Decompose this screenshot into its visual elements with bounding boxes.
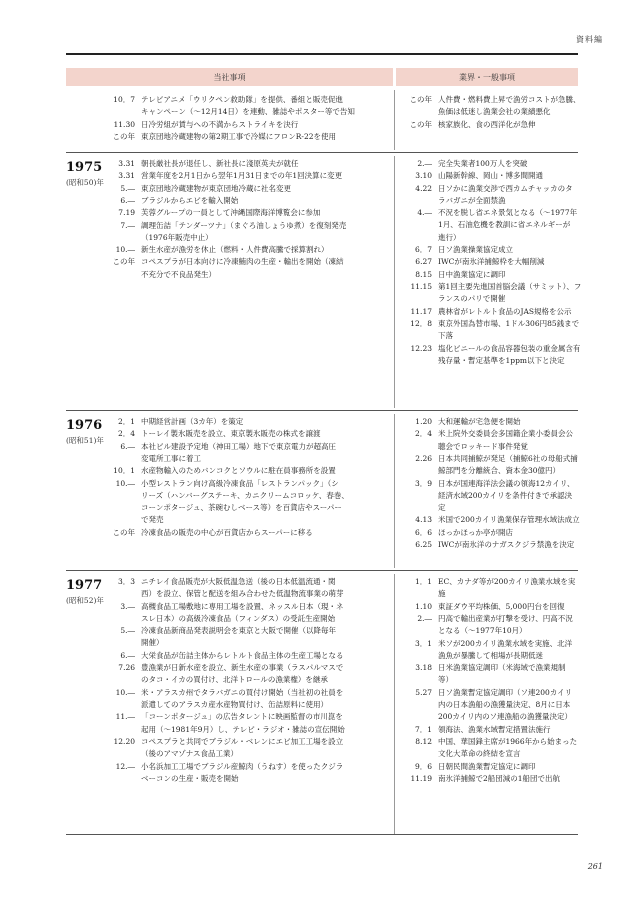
entry-line: 農林省がレトルト食品のJAS規格を公示 <box>438 306 572 316</box>
entry-date: 2．4 <box>117 429 135 439</box>
entry-line: 完全失業者100万人を突破 <box>438 159 528 168</box>
entry-line: コペスプラと共同でブラジル・ベレンにエビ加工工場を設立 <box>141 736 344 746</box>
entry-date: 11.15 <box>410 282 432 291</box>
header-rule <box>66 53 578 55</box>
entry-line: 朝長厳社長が退任し、新社長に淺原英夫が就任 <box>141 159 299 168</box>
entry-line: 米ソが200カイリ漁業水域を実施、北洋 <box>438 638 573 648</box>
entry-line: 変電所工事に着工 <box>141 453 201 463</box>
entry-date: 6.27 <box>415 257 432 267</box>
entry-date: この年 <box>112 131 135 141</box>
entry-date: 3.― <box>120 601 135 611</box>
entry-line: 東京団地冷蔵建物の第2期工事で冷媒にフロンR-22を使用 <box>141 131 336 141</box>
entry-date: 12.23 <box>410 343 432 353</box>
entry-date: 4.22 <box>415 183 432 193</box>
entry-text <box>438 478 578 515</box>
entry-date: 4.― <box>417 208 432 218</box>
entry-date: 10.― <box>115 478 135 488</box>
year-label: 1975 <box>66 160 103 175</box>
entry-date: 1.10 <box>415 601 432 611</box>
entry-line: 日中漁業協定に調印 <box>438 269 506 279</box>
entry-line: 聴会でロッキード事件発覚 <box>438 441 528 451</box>
entry-line: 文化大革命の終結を宣言 <box>438 749 521 759</box>
entry-line: 水産物輸入のためバンコクとソウルに駐在員事務所を設置 <box>141 466 336 476</box>
industry-event-entry <box>66 94 581 119</box>
entry-line: 日ソかに漁業交渉で西カムチャッカのタ <box>438 183 573 193</box>
entry-line: 日米漁業協定調印（米海域で漁業規制 <box>438 663 566 673</box>
entry-text <box>438 527 578 539</box>
entry-date: 3.31 <box>118 171 135 181</box>
industry-event-entry <box>66 613 578 638</box>
entry-date: 11.19 <box>410 773 432 783</box>
entry-date: 2.― <box>417 159 432 168</box>
entry-line: 日ソ漁業暫定協定調印（ソ連200カイリ <box>438 687 573 697</box>
entry-date: この年 <box>409 95 432 104</box>
entry-line: IWCが南氷洋捕鯨枠を大幅削減 <box>438 257 545 267</box>
industry-event-entry <box>66 478 578 515</box>
entry-text <box>438 207 578 244</box>
industry-event-entry <box>66 761 578 773</box>
industry-event-entry <box>66 119 578 131</box>
industry-event-entry <box>66 539 578 551</box>
entry-line: ニチレイ食品販売が大阪低温急送（後の日本低温流通・関 <box>141 577 336 586</box>
entry-line: 営業年度を2月1日から翌年1月31日までの年1回決算に変更 <box>141 171 343 181</box>
entry-date: 11.17 <box>410 306 432 316</box>
entry-line: 漁魚が暴騰して相場が長期低迷 <box>438 650 543 660</box>
entry-date: 6.― <box>120 650 135 660</box>
entry-line: 派遣してのアラスカ産水産物買付け、缶詰原料に使用） <box>141 699 328 709</box>
entry-line: 小型レストラン向け高級冷凍食品「レストランパック」（シ <box>141 478 339 488</box>
entry-line: 本社ビル建設予定地（神田工場）地下で東京電力が超高圧 <box>141 441 336 451</box>
entry-text <box>438 514 578 526</box>
entry-date: 3．9 <box>414 478 432 488</box>
entry-date: 10.― <box>115 687 135 697</box>
entry-date: 3．1 <box>414 638 432 648</box>
entry-date: 4.13 <box>415 515 432 525</box>
industry-event-entry <box>66 453 578 478</box>
entry-line: 塩化ビニールの食品容器包装の重金属含有 <box>438 343 581 353</box>
entry-date: 12．8 <box>410 318 432 328</box>
entry-line: リーズ（ハンバーグステーキ、カニクリームコロッケ、春巻、 <box>141 490 349 500</box>
entry-date: 1.20 <box>415 417 432 426</box>
entry-text <box>438 453 578 478</box>
year-section <box>66 410 578 568</box>
industry-event-entry <box>66 244 578 256</box>
industry-event-entry <box>66 170 578 182</box>
entry-date: 5.27 <box>415 687 432 697</box>
entry-line: コペスプラが日本向けに冷凍鮪肉の生産・輸出を開始（凍結 <box>141 257 344 267</box>
entry-line: のタコ・イカの買付け、北洋トロールの漁業権）を継承 <box>141 675 328 685</box>
industry-event-entry <box>66 724 578 736</box>
entry-line: ほっかほっか亭が開店 <box>438 527 513 537</box>
entry-line: スレ日本）の高級冷凍食品（フィンダス）の受託生産開始 <box>141 613 336 623</box>
entry-line: 豊漁業が日新水産を設立、新生水産の事業（ラスパルマスで <box>141 663 344 673</box>
entry-line: 開催） <box>141 638 164 648</box>
entry-date: 5.― <box>120 183 135 193</box>
era-label: (昭和51)年 <box>66 436 104 445</box>
industry-event-entry <box>66 662 578 687</box>
entry-date: 7.19 <box>118 208 135 218</box>
entry-line: （1976年販売中止） <box>141 232 213 242</box>
industry-event-entry <box>66 601 578 613</box>
entry-line: 日ソ漁業操業協定成立 <box>438 245 513 255</box>
entry-line: 東証ダウ平均株価、5,000円台を回復 <box>438 601 565 611</box>
entry-line: 高槻食品工場敷地に専用工場を設置、ネッスル日本（現・ネ <box>141 601 344 611</box>
industry-event-entry <box>66 428 578 453</box>
entry-text <box>438 158 578 170</box>
entry-text <box>438 601 578 613</box>
entry-text <box>438 244 578 256</box>
company-event-entry <box>66 131 578 143</box>
industry-event-entry <box>66 514 578 526</box>
entry-line: 不充分で不良品発生） <box>141 269 216 279</box>
era-label: (昭和52)年 <box>66 596 104 605</box>
year-label: 1977 <box>66 578 103 593</box>
entry-line: キャンペーン（～12月14日）を連動、雑誌やポスター等で告知 <box>141 107 355 117</box>
entry-line: 中期経営計画（3カ年）を策定 <box>141 417 244 426</box>
entry-line: ラバガニが全面禁漁 <box>438 195 506 205</box>
industry-event-entry <box>66 318 578 343</box>
industry-event-entry <box>66 773 578 785</box>
entry-line: 東京団地冷蔵建物が東京団地冷蔵に社名変更 <box>141 183 291 193</box>
entry-date: 5.― <box>120 626 135 636</box>
entry-date: 9．6 <box>414 761 432 771</box>
entry-line: 定 <box>438 503 446 513</box>
industry-event-entry <box>66 306 578 318</box>
entry-date: 3.31 <box>118 159 135 168</box>
year-section <box>66 90 581 150</box>
entry-line: テレビアニメ「ウリクペン救助隊」を提供、番組と販売促進 <box>141 95 343 104</box>
year-label: 1976 <box>66 418 103 433</box>
entry-line: 日朝民間漁業暫定協定に調印 <box>438 761 536 771</box>
industry-event-entry <box>66 256 578 268</box>
entry-line: 調理缶詰「テンダーツナ」（まぐろ油しょうゆ煮）を復刻発売 <box>141 220 347 230</box>
entry-line: 施 <box>438 589 446 599</box>
industry-event-entry <box>66 687 578 724</box>
entry-line: 「コーンポタージュ」の広告タレントに映画監督の市川崑を <box>141 712 343 722</box>
entry-text <box>438 613 578 638</box>
industry-event-entry <box>66 269 578 281</box>
entry-date: 3．3 <box>117 577 135 586</box>
entry-line: 新生水産が漁労を休止（燃料・人件費高騰で採算割れ） <box>141 245 329 255</box>
entry-line: 鯨部門を分離統合、資本金30億円） <box>438 466 561 476</box>
entry-text <box>438 416 578 428</box>
entry-line: 山陽新幹線、岡山・博多間開通 <box>438 171 543 181</box>
entry-line: 下落 <box>438 331 453 341</box>
entry-text <box>438 539 578 551</box>
entry-text <box>438 638 578 663</box>
entry-text <box>438 269 578 281</box>
industry-event-entry <box>66 281 582 306</box>
industry-event-entry <box>66 343 581 368</box>
entry-line: コーンポタージュ、茶碗むしベース等）を百貨店やスーパー <box>141 503 342 513</box>
entry-text <box>141 131 393 143</box>
entry-line: 200カイリ内のソ連漁船の漁獲量決定） <box>438 712 572 722</box>
entry-date: 6．6 <box>414 527 432 537</box>
entry-date: 2．4 <box>414 429 432 439</box>
entry-text <box>438 736 578 761</box>
entry-line: となる（～1977年10月） <box>438 626 527 636</box>
entry-line: 日本が国連海洋法会議の領海12カイリ、 <box>438 478 575 488</box>
entry-text <box>438 662 578 687</box>
entry-text <box>438 94 581 119</box>
section-divider <box>66 570 578 571</box>
page-number: 261 <box>587 862 603 871</box>
entry-text <box>438 687 578 724</box>
page-header-label: 資料編 <box>576 35 603 44</box>
entry-line: 魚価は低迷し漁業会社の業績悪化 <box>438 107 551 117</box>
entry-line: 米・アラスカ州でタラバガニの買付け開始（当社初の社員を <box>141 687 344 697</box>
entry-text <box>438 428 578 453</box>
entry-line: 南氷洋捕鯨で2船団減の1船団で出航 <box>438 773 561 783</box>
section-divider <box>66 410 578 411</box>
entry-date: 3.10 <box>415 171 432 181</box>
entry-text <box>438 281 582 306</box>
industry-event-entry <box>66 736 578 761</box>
entry-date: 7.― <box>120 220 135 230</box>
industry-event-entry <box>66 207 578 244</box>
entry-line: 米上院外交委員会多国籍企業小委員会公 <box>438 429 573 439</box>
entry-line: EC、カナダ等が200カイリ漁業水域を実 <box>438 577 576 586</box>
entry-line: 日本共同捕鯨が発足（捕鯨6社の母船式捕 <box>438 453 578 463</box>
entry-line: 円高で輸出産業が打撃を受け、円高不況 <box>438 613 573 623</box>
entry-date: この年 <box>409 119 432 129</box>
entry-date: 11.30 <box>113 119 135 129</box>
entry-line: 人件費・燃料費上昇で漁労コストが急騰、 <box>438 95 581 104</box>
entry-date: 8.15 <box>415 269 432 279</box>
entry-date: 8.12 <box>415 736 432 746</box>
entry-line: 大栄食品が缶詰主体からレトルト食品主体の生産工場となる <box>141 650 344 660</box>
industry-event-entry <box>66 576 578 601</box>
entry-date: 11.― <box>115 712 135 722</box>
entry-line: 中国、華国鋒主席が1966年から始まった <box>438 736 578 746</box>
entry-line: ベーコンの生産・販売を開始 <box>141 773 239 783</box>
entry-date: 10.― <box>115 245 135 255</box>
entry-line: 芙蓉グループの一員として沖縄国際海洋博覧会に参加 <box>141 208 321 218</box>
entry-date: 2.― <box>417 613 432 623</box>
entry-line: 小名浜加工工場でブラジル産鯨肉（うねす）を使ったクジラ <box>141 761 344 771</box>
entry-date: 6．7 <box>414 245 432 255</box>
entry-line: トーレイ製氷販売を設立、東京製氷販売の株式を譲渡 <box>141 429 321 439</box>
column-header-company: 当社事項 <box>66 68 393 86</box>
year-section <box>66 152 582 408</box>
entry-date: 2．1 <box>117 417 135 426</box>
entry-line: 大和運輸が宅急便を開始 <box>438 417 521 426</box>
entry-date: 2.26 <box>415 453 432 463</box>
entry-line: IWCが南氷洋のナガスクジラ禁漁を決定 <box>438 540 575 549</box>
entry-date: この年 <box>112 257 135 267</box>
entry-line: 西）を設立、保管と配送を組み合わせた低温物流事業の萌芽 <box>141 589 344 599</box>
entry-date: 12.― <box>115 761 135 771</box>
entry-date: 7．1 <box>414 724 432 734</box>
industry-event-entry <box>66 416 578 428</box>
entry-date: 10．1 <box>113 466 135 476</box>
entry-date: 10．7 <box>113 95 135 104</box>
entry-line: 東京外国為替市場、1ドル306円85銭まで <box>438 318 580 328</box>
entry-date: 6.25 <box>415 540 432 549</box>
entry-text <box>438 170 578 182</box>
entry-line: 冷凍食品の販売の中心が百貨店からスーパーに移る <box>141 527 313 537</box>
entry-text <box>438 761 578 773</box>
entry-line: 内の日本漁船の漁獲量決定、8月に日本 <box>438 699 571 709</box>
entry-text <box>438 256 578 268</box>
entry-line: 核家族化、食の西洋化が急伸 <box>438 119 536 129</box>
year-section <box>66 570 578 834</box>
entry-line: 経済水域200カイリを条件付きで承認決 <box>438 490 573 500</box>
entry-line: 米国で200カイリ漁業保存管理水域法成立 <box>438 515 580 525</box>
entry-line: 第1回主要先進国首脳会議（サミット）、フ <box>438 282 582 291</box>
entry-text <box>438 183 578 208</box>
entry-date: 3.18 <box>415 663 432 673</box>
entry-line: ランスのパリで開催 <box>438 294 506 304</box>
entry-text <box>438 306 578 318</box>
entry-text <box>438 343 581 368</box>
entry-date: 6.― <box>120 195 135 205</box>
entry-line: 残存量・暫定基準を1ppm以下と決定 <box>438 355 565 365</box>
entry-line: 不況を脱し省エネ景気となる（～1977年 <box>438 208 578 218</box>
entry-line: 領海法、漁業水域暫定措置法施行 <box>438 724 551 734</box>
industry-event-entry <box>66 527 578 539</box>
entry-line: 冷凍食品新商品発表説明会を東京と大阪で開催（以降毎年 <box>141 626 336 636</box>
entry-text <box>438 576 578 601</box>
entry-line: （後のアマゾナス食品工業） <box>141 749 238 759</box>
entry-line: 日冷労組が賃与への不満からストライキを決行 <box>141 119 299 129</box>
entry-line: 起用（～1981年9月）し、テレビ・ラジオ・雑誌の宣伝開始 <box>141 724 345 734</box>
entry-text <box>438 119 578 131</box>
industry-event-entry <box>66 183 578 208</box>
column-header-industry: 業界・一般事項 <box>396 68 578 86</box>
entry-date: この年 <box>112 527 135 537</box>
entry-line: 進行） <box>438 232 461 242</box>
entry-text <box>438 773 578 785</box>
entry-date: 12.20 <box>113 736 135 746</box>
entry-date: 6.― <box>120 441 135 451</box>
era-label: (昭和50)年 <box>66 178 104 187</box>
entry-line: ブラジルからエビを輸入開始 <box>141 195 239 205</box>
entry-line: で発売 <box>141 515 164 525</box>
entry-line: 1月、石油危機を教訓に省エネルギーが <box>438 220 571 230</box>
table-bottom-rule <box>66 834 578 835</box>
entry-date: 7.26 <box>118 663 135 673</box>
entry-text <box>438 318 578 343</box>
entry-date: 1．1 <box>414 577 432 586</box>
section-divider <box>66 152 578 153</box>
industry-event-entry <box>66 158 578 170</box>
entry-text <box>438 724 578 736</box>
entry-line: 等） <box>438 675 453 685</box>
industry-event-entry <box>66 638 578 663</box>
